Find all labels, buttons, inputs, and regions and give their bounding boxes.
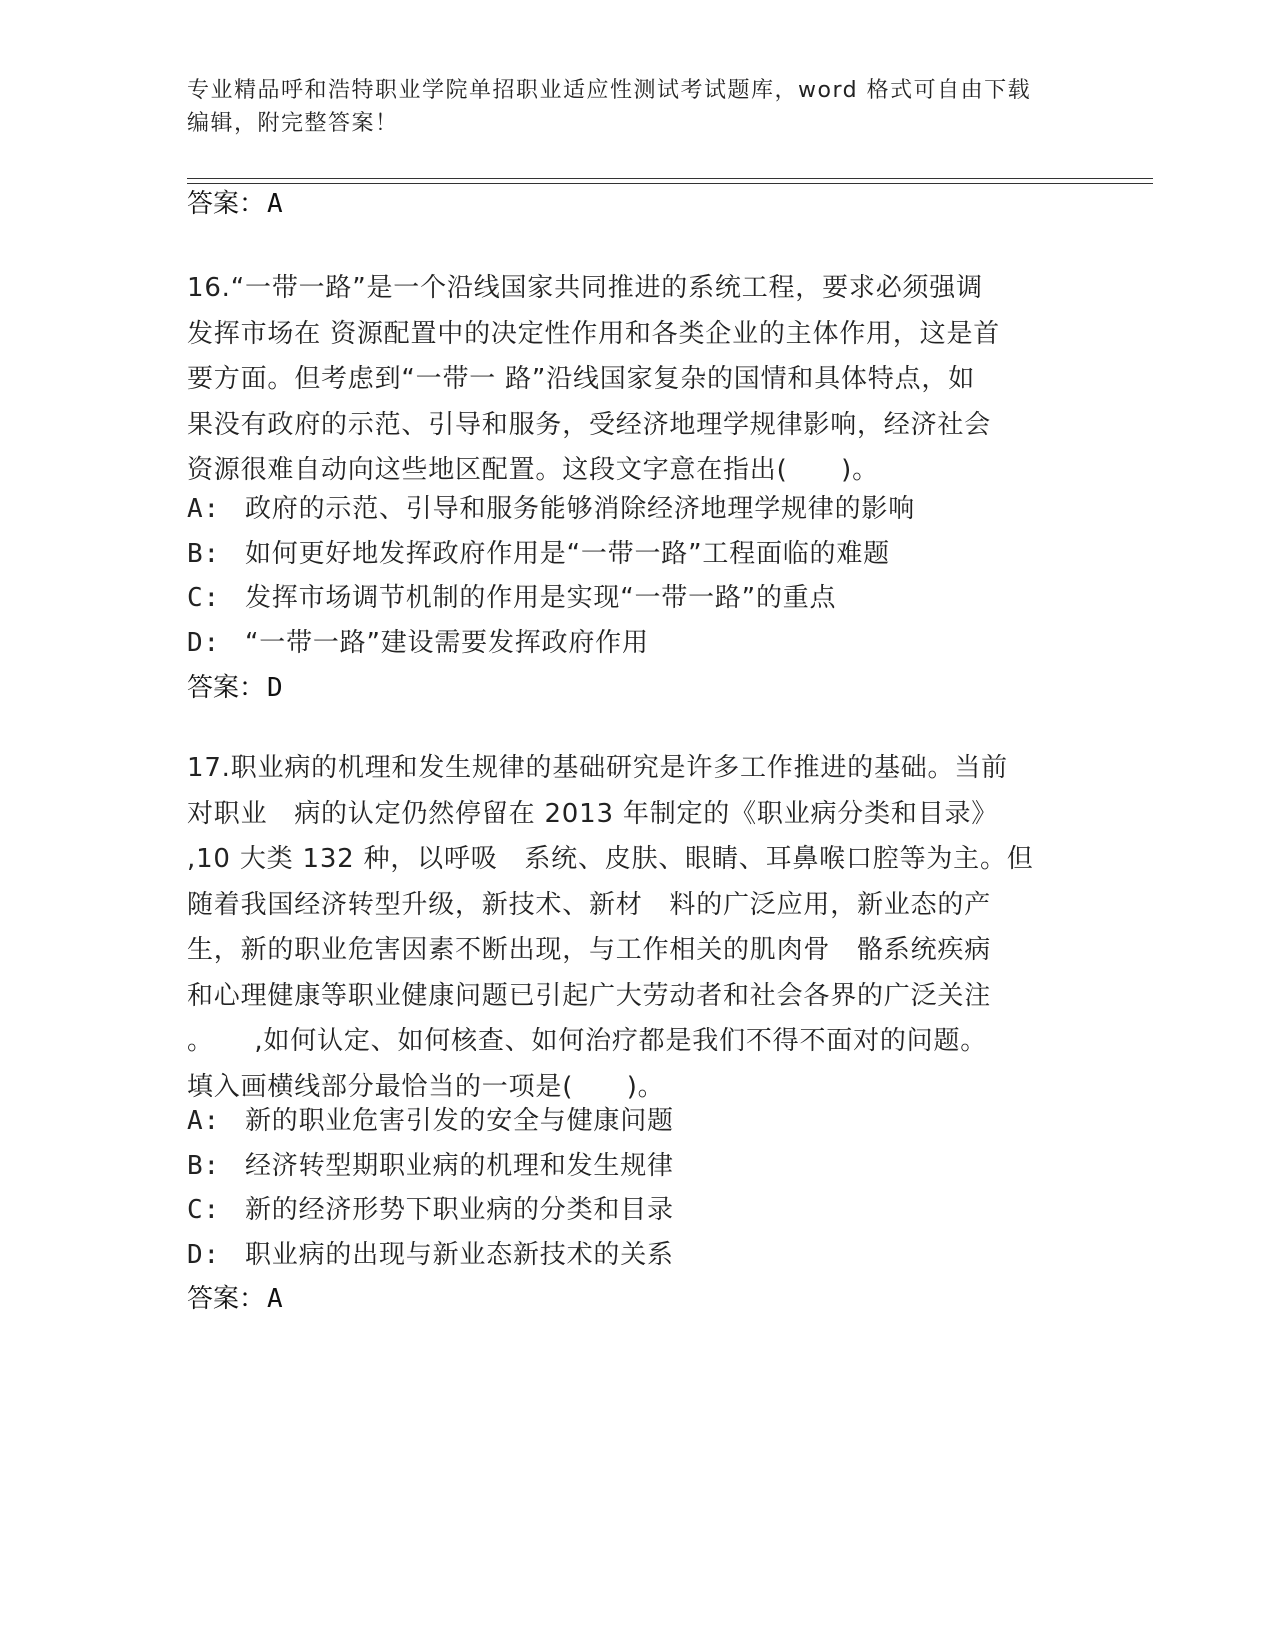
answer-label: 答案： (187, 673, 266, 703)
option-text: 新的职业危害引发的安全与健康问题 (245, 1106, 674, 1136)
stem-line: 。 ,如何认定、如何核查、如何治疗都是我们不得不面对的问题。 (187, 1026, 988, 1056)
question-16-option-c (187, 580, 836, 616)
answer-value: D (267, 673, 283, 703)
stem-line: 填入画横线部分最恰当的一项是( )。 (187, 1071, 665, 1102)
question-16-option-b (187, 536, 890, 572)
question-16-stem (187, 266, 1000, 494)
option-key: C: (187, 583, 220, 613)
stem-line: 17.职业病的机理和发生规律的基础研究是许多工作推进的基础。当前 (187, 753, 1008, 783)
answer-value: A (267, 189, 283, 219)
question-17-option-a (187, 1103, 674, 1139)
question-16-option-d (187, 625, 649, 661)
header-line-1: 专业精品呼和浩特职业学院单招职业适应性测试考试题库，word 格式可自由下载 (187, 78, 1032, 103)
stem-line: 生，新的职业危害因素不断出现，与工作相关的肌肉骨 骼系统疾病 (187, 935, 992, 965)
question-16-option-a (187, 491, 915, 527)
option-text: 新的经济形势下职业病的分类和目录 (245, 1195, 674, 1225)
question-17-answer (187, 1281, 283, 1317)
option-key: A: (187, 1106, 220, 1136)
option-text: “一带一路”建设需要发挥政府作用 (245, 628, 649, 658)
stem-line: 随着我国经济转型升级，新技术、新材 料的广泛应用，新业态的产 (187, 889, 992, 920)
document-header (187, 74, 1077, 140)
header-divider-top (187, 178, 1153, 179)
header-divider-bottom (187, 183, 1153, 184)
option-key: A: (187, 494, 220, 524)
header-line-2: 编辑，附完整答案！ (187, 111, 399, 136)
option-key: D: (187, 628, 220, 658)
answer-label: 答案： (187, 189, 266, 219)
answer-label: 答案： (187, 1284, 266, 1314)
stem-line: 要方面。但考虑到“一带一 路”沿线国家复杂的国情和具体特点，如 (187, 364, 976, 394)
option-text: 发挥市场调节机制的作用是实现“一带一路”的重点 (245, 583, 837, 613)
stem-line: 资源很难自动向这些地区配置。这段文字意在指出( )。 (187, 455, 879, 485)
previous-answer (187, 186, 283, 222)
stem-line: ,10 大类 132 种，以呼吸 系统、皮肤、眼睛、耳鼻喉口腔等为主。但 (187, 844, 1034, 874)
option-key: C: (187, 1195, 220, 1225)
question-17-stem (187, 746, 1034, 1110)
option-text: 如何更好地发挥政府作用是“一带一路”工程面临的难题 (245, 539, 890, 569)
question-17-option-b (187, 1148, 674, 1184)
option-text: 政府的示范、引导和服务能够消除经济地理学规律的影响 (245, 494, 916, 524)
option-key: B: (187, 539, 220, 569)
question-17-option-d (187, 1237, 674, 1273)
answer-value: A (267, 1284, 283, 1314)
option-key: D: (187, 1240, 220, 1270)
option-key: B: (187, 1151, 220, 1181)
question-17-option-c (187, 1192, 674, 1228)
stem-line: 果没有政府的示范、引导和服务，受经济地理学规律影响，经济社会 (187, 409, 992, 440)
stem-line: 发挥市场在 资源配置中的决定性作用和各类企业的主体作用，这是首 (187, 318, 1001, 349)
option-text: 职业病的出现与新业态新技术的关系 (245, 1240, 674, 1270)
stem-line: 和心理健康等职业健康问题已引起广大劳动者和社会各界的广泛关注 (187, 980, 992, 1011)
option-text: 经济转型期职业病的机理和发生规律 (245, 1151, 674, 1181)
stem-line: 对职业 病的认定仍然停留在 2013 年制定的《职业病分类和目录》 (187, 798, 999, 829)
stem-line: 16.“一带一路”是一个沿线国家共同推进的系统工程，要求必须强调 (187, 273, 983, 303)
question-16-answer (187, 670, 283, 706)
